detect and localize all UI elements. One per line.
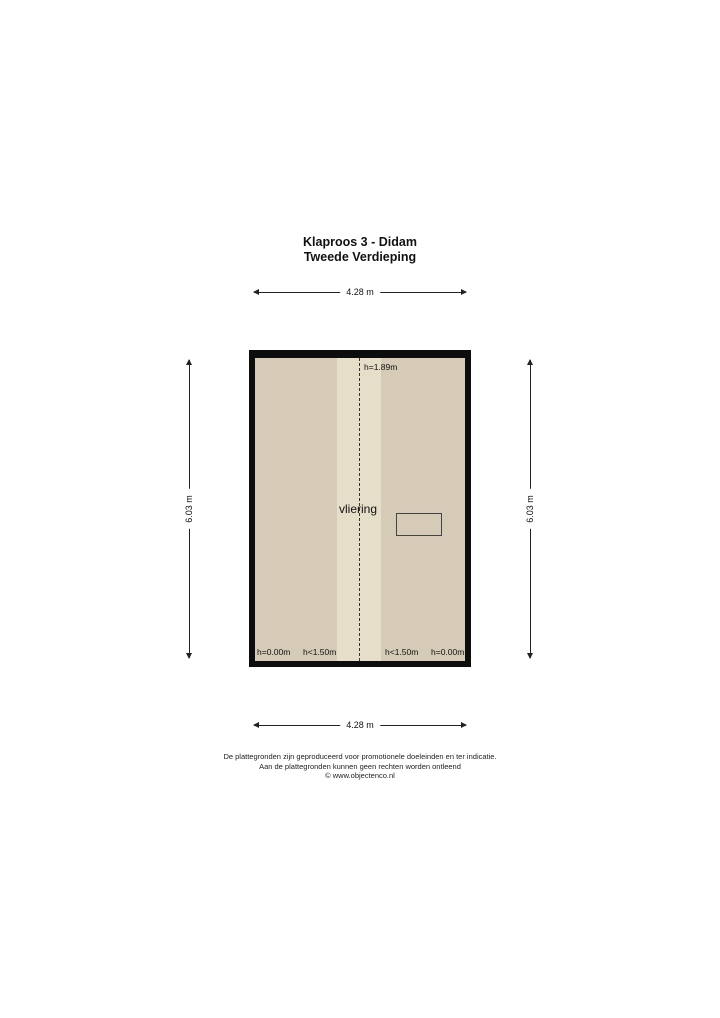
arrow-left-icon [253,289,259,295]
arrow-left-icon [253,722,259,728]
height-label-ridge: h=1.89m [364,362,398,372]
height-label-right-mid: h<1.50m [385,647,419,657]
disclaimer-line-2: Aan de plattegronden kunnen geen rechten worden ontleend [259,761,461,771]
arrow-up-icon [186,359,192,365]
dimension-label: 6.03 m [524,489,536,529]
plan-title [0,235,720,265]
arrow-right-icon [461,722,467,728]
floor-plan-walls [249,350,471,667]
address-title: Klaproos 3 - Didam [303,235,417,249]
disclaimer [0,752,720,781]
dimension-label: 4.28 m [340,286,380,298]
copyright-link[interactable]: © www.objectenco.nl [325,771,395,780]
arrow-down-icon [527,653,533,659]
arrow-down-icon [186,653,192,659]
dimension-width-top [254,286,466,298]
dimension-width-bottom [254,719,466,731]
floor-title: Tweede Verdieping [303,250,417,264]
dimension-label: 4.28 m [340,719,380,731]
height-label-right-edge: h=0.00m [431,647,465,657]
height-label-left-edge: h=0.00m [257,647,291,657]
dimension-label: 6.03 m [183,489,195,529]
roof-hatch [396,513,442,536]
dimension-depth-right [524,360,536,658]
room-name: vliering [339,502,378,516]
room-vliering [255,358,465,661]
disclaimer-line-1: De plattegronden zijn geproduceerd voor promotionele doeleinden en ter indicatie. [223,752,497,761]
dimension-depth-left [183,360,195,658]
arrow-right-icon [461,289,467,295]
height-label-left-mid: h<1.50m [303,647,337,657]
arrow-up-icon [527,359,533,365]
